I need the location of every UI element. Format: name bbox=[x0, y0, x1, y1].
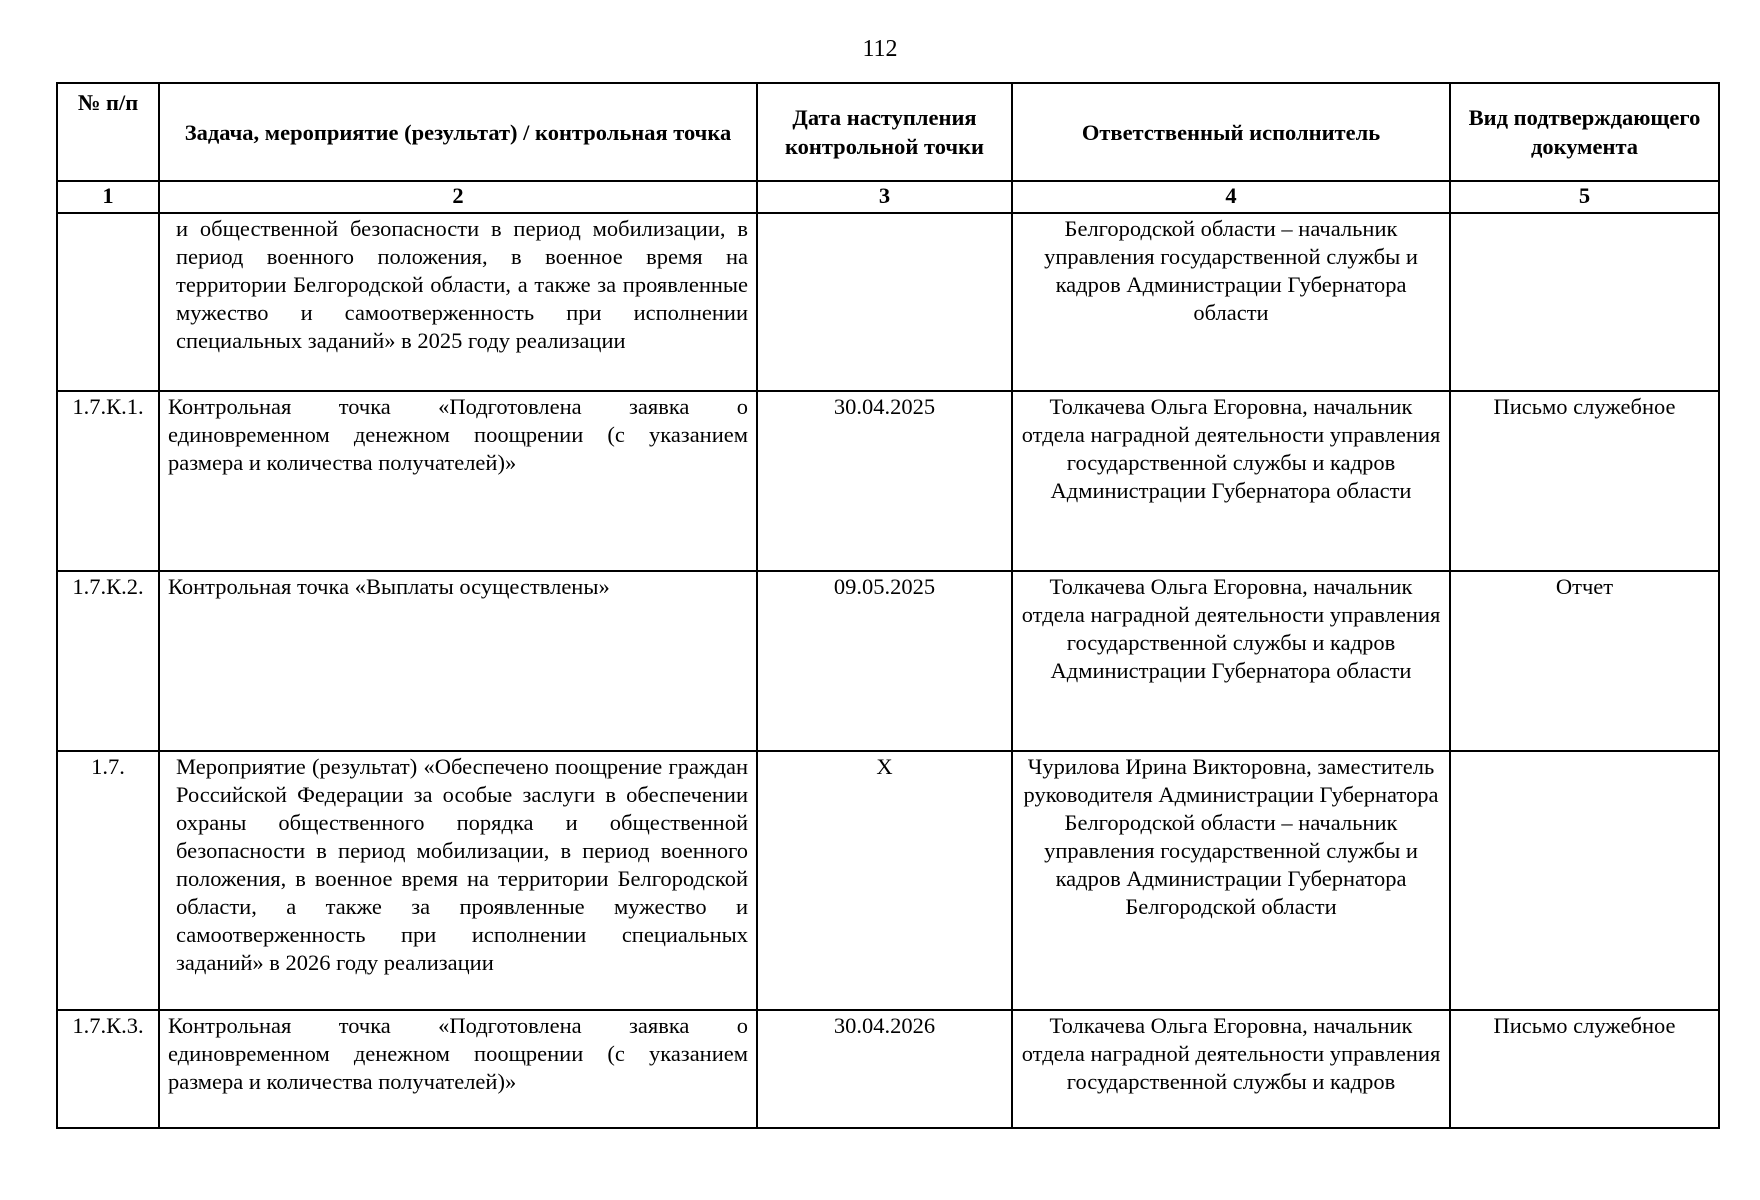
row-task: Контрольная точка «Подготовлена заявка о единовременном денежном поощрении (с указанием размера и количества получателей)» bbox=[159, 391, 757, 571]
column-numbers-row bbox=[57, 181, 1719, 213]
table-row bbox=[57, 571, 1719, 751]
row-document: Письмо служебное bbox=[1450, 1010, 1719, 1128]
row-responsible: Чурилова Ирина Викторовна, заместитель руководителя Администрации Губернатора Белгородской области – начальник управления государственной службы и кадров Администрации Губернатора Белгородской области bbox=[1012, 751, 1450, 1010]
row-responsible: Толкачева Ольга Егоровна, начальник отдела наградной деятельности управления государственной службы и кадров bbox=[1012, 1010, 1450, 1128]
row-number: 1.7.К.2. bbox=[57, 571, 159, 751]
column-number: 2 bbox=[159, 181, 757, 213]
row-date: 30.04.2025 bbox=[757, 391, 1012, 571]
table-row bbox=[57, 751, 1719, 1010]
row-responsible: Толкачева Ольга Егоровна, начальник отдела наградной деятельности управления государственной службы и кадров Администрации Губернатора области bbox=[1012, 571, 1450, 751]
row-number: 1.7.К.1. bbox=[57, 391, 159, 571]
row-number: 1.7. bbox=[57, 751, 159, 1010]
row-document bbox=[1450, 213, 1719, 391]
row-date: 30.04.2026 bbox=[757, 1010, 1012, 1128]
header-responsible: Ответственный исполнитель bbox=[1012, 83, 1450, 181]
page-number: 112 bbox=[862, 36, 898, 62]
row-document bbox=[1450, 751, 1719, 1010]
table-row bbox=[57, 391, 1719, 571]
row-number bbox=[57, 213, 159, 391]
row-date: Х bbox=[757, 751, 1012, 1010]
row-date bbox=[757, 213, 1012, 391]
row-document: Отчет bbox=[1450, 571, 1719, 751]
row-date: 09.05.2025 bbox=[757, 571, 1012, 751]
header-task: Задача, мероприятие (результат) / контрольная точка bbox=[159, 83, 757, 181]
row-task: и общественной безопасности в период мобилизации, в период военного положения, в военное время на территории Белгородской области, а также за проявленные мужество и самоотверженность при исполнении специальных заданий» в 2025 году реализации bbox=[159, 213, 757, 391]
header-date: Дата наступления контрольной точки bbox=[757, 83, 1012, 181]
row-task: Контрольная точка «Выплаты осуществлены» bbox=[159, 571, 757, 751]
column-number: 5 bbox=[1450, 181, 1719, 213]
table-row bbox=[57, 213, 1719, 391]
column-number: 1 bbox=[57, 181, 159, 213]
table-row bbox=[57, 1010, 1719, 1128]
row-number: 1.7.К.3. bbox=[57, 1010, 159, 1128]
column-number: 3 bbox=[757, 181, 1012, 213]
row-responsible: Толкачева Ольга Егоровна, начальник отдела наградной деятельности управления государственной службы и кадров Администрации Губернатора области bbox=[1012, 391, 1450, 571]
row-document: Письмо служебное bbox=[1450, 391, 1719, 571]
table-header-row bbox=[57, 83, 1719, 181]
column-number: 4 bbox=[1012, 181, 1450, 213]
row-task: Контрольная точка «Подготовлена заявка о единовременном денежном поощрении (с указанием размера и количества получателей)» bbox=[159, 1010, 757, 1128]
row-task: Мероприятие (результат) «Обеспечено поощрение граждан Российской Федерации за особые заслуги в обеспечении охраны общественного порядка и общественной безопасности в период мобилизации, в период военного положения, в военное время на территории Белгородской области, а также за проявленные мужество и самоотверженность при исполнении специальных заданий» в 2026 году реализации bbox=[159, 751, 757, 1010]
control-points-table bbox=[56, 82, 1720, 1129]
row-responsible: Белгородской области – начальник управления государственной службы и кадров Администрации Губернатора области bbox=[1012, 213, 1450, 391]
header-document: Вид подтверждающего документа bbox=[1450, 83, 1719, 181]
header-number: № п/п bbox=[57, 83, 159, 181]
